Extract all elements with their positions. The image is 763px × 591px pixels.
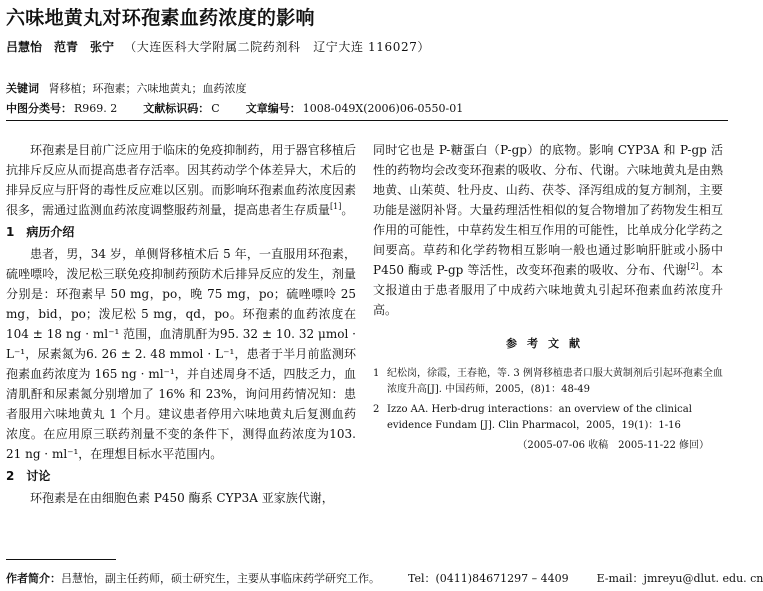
case-paragraph: 患者，男，34 岁，单侧肾移植术后 5 年，一直服用环孢素，硫唑嘌呤，泼尼松三联免疫抑制药预防术后排异反应的发生，剂量分别是：环孢素早 50 mg，po，晚 75 mg，po；硫唑嘌呤 25 mg，bid，po；泼尼松 5 mg，qd，po。环孢素的血药浓度在 104 ± 18 ng · ml⁻¹ 范围，血清肌酐为95. 32 ± 10. 32 μmol · L⁻¹，尿素氮为6. 26 ± 2. 48 mmol · L⁻¹，患者于半月前监测环孢素血药浓度为 165 ng · ml⁻¹，并自述周身不适，四肢乏力，血清肌酐和尿素氮分别增加了 16% 和 23%，询问用药情况知：患者服用六味地黄丸 1 个月。建议患者停用六味地黄丸后复测血药浓度。在应用原三联药剂量不变的条件下，测得血药浓度为103. 21 ng · ml⁻¹，在理想目标水平范围内。 — [6, 247, 356, 461]
footnote-label: 作者简介： — [6, 572, 61, 585]
author-line — [6, 38, 430, 55]
references-heading: 参考文献 — [506, 337, 590, 350]
article-number-label: 文章编号： — [245, 102, 301, 115]
intro-paragraph: 环孢素是目前广泛应用于临床的免疫抑制药，用于器官移植后抗排斥反应从而提高患者存活率。因其药动学个体差异大，术后的排异反应与肝肾的毒性反应难以区别。而影响环孢素血药浓度因素很多，需通过监测血药浓度调整服药剂量，提高患者生存质量[1]。 — [6, 143, 356, 217]
article-title: 六味地黄丸对环孢素血药浓度的影响 — [6, 7, 315, 29]
article-number-value: 1008-049X(2006)06-0550-01 — [302, 102, 464, 115]
citation-2: [2] — [687, 262, 699, 271]
reference-item: 2 Izzo AA. Herb-drug interactions：an overview of the clinical evidence Fundam [J]. Clin Pharmacol，2005，19(1)：1-16 — [373, 404, 692, 431]
classification-line — [6, 100, 463, 116]
keywords-line — [6, 80, 247, 96]
left-column — [6, 140, 356, 508]
discussion-continued: 同时它也是 P-糖蛋白（P-gp）的底物。影响 CYP3A 和 P-gp 活性的药物均会改变环孢素的吸收、分布、代谢。六味地黄丸是由熟地黄、山茱萸、牡丹皮、山药、茯苓、泽泻组成的复方制剂，主要功能是滋阴补肾。大量药理活性相似的复合物增加了药物发生相互作用的可能性，中草药发生相互作用的可能性，比单成分化学药之间要高。草药和化学药物相互影响一般也通过影响肝脏或小肠中 P450 酶或 P-gp 等活性，改变环孢素的吸收、分布、代谢[2]。本文报道由于患者服用了中成药六味地黄丸引起环孢素血药浓度升高。 — [373, 143, 723, 317]
keywords-label: 关键词 — [6, 82, 39, 95]
keywords-text: 肾移植；环孢素；六味地黄丸；血药浓度 — [48, 82, 247, 95]
header-divider — [6, 120, 728, 121]
footnote-email: E-mail：jmreyu@dlut. edu. cn — [596, 572, 763, 585]
discussion-paragraph: 环孢素是在由细胞色素 P450 酶系 CYP3A 亚家族代谢， — [30, 491, 334, 505]
footnote-divider — [6, 559, 116, 560]
doc-code-label: 文献标识码： — [143, 102, 210, 115]
section-heading-1: 1 病历介绍 — [6, 225, 75, 239]
doc-code-value: C — [211, 102, 220, 115]
footnote-tel: Tel：(0411)84671297 – 4409 — [408, 572, 569, 585]
clc-value: R969. 2 — [74, 102, 118, 115]
author-footnote — [6, 570, 763, 586]
citation-1: [1] — [330, 202, 342, 211]
author-names: 吕慧怡 范青 张宁 — [6, 40, 115, 54]
section-heading-2: 2 讨论 — [6, 469, 51, 483]
affiliation: （大连医科大学附属二院药剂科 辽宁大连 116027） — [124, 40, 431, 54]
right-column — [373, 140, 723, 456]
received-dates: （2005-07-06 收稿 2005-11-22 修回） — [517, 440, 709, 451]
clc-label: 中图分类号： — [6, 102, 72, 115]
footnote-text: 吕慧怡，副主任药师，硕士研究生，主要从事临床药学研究工作。 — [61, 572, 380, 585]
reference-item: 1 纪松岗，徐霞，王春艳，等. 3 例肾移植患者口服大黄制剂后引起环孢素全血浓度升高[J]. 中国药师，2005，(8)1：48-49 — [373, 368, 723, 395]
